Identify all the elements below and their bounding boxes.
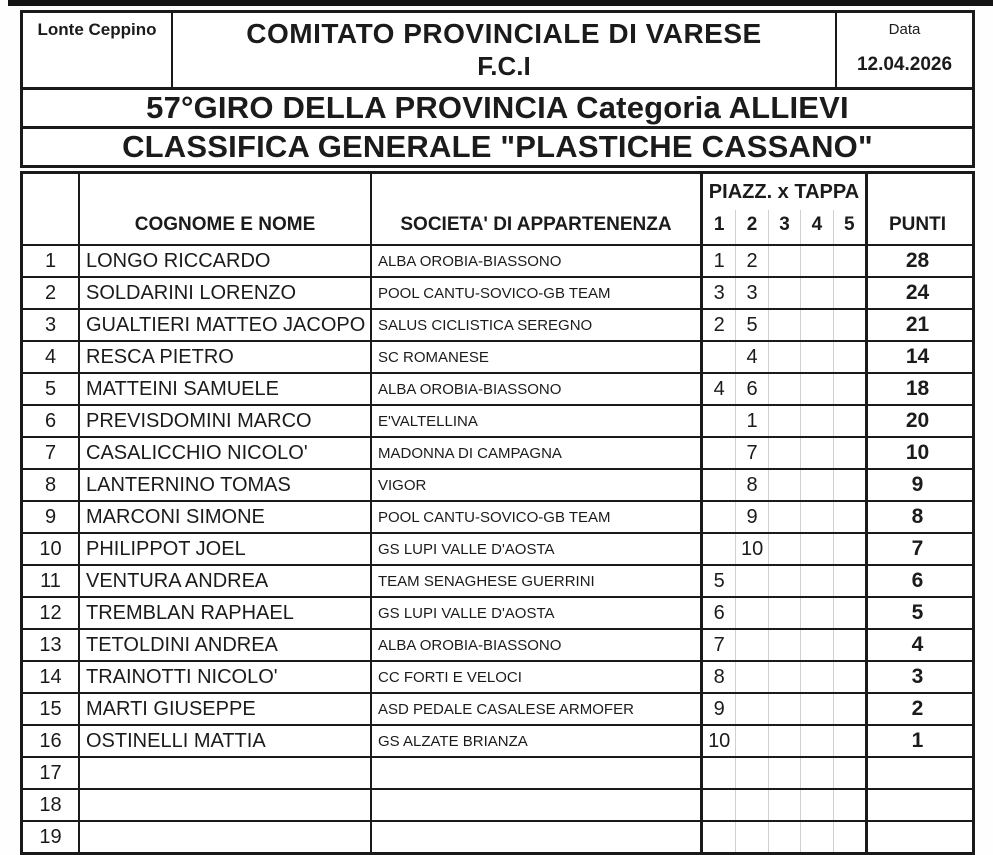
rider-name-cell [78,822,370,852]
points-cell [865,758,967,788]
stage-2-placing: 1 [735,406,767,436]
table-row [23,276,972,308]
rank-cell: 1 [44,249,57,272]
stage-placings-cell [700,694,865,724]
stage-2-header: 2 [735,210,767,244]
stage-5-placing [833,534,865,564]
rank-cell: 3 [44,313,57,336]
table-row [23,628,972,660]
stage-placings-cell [700,470,865,500]
rank-cell: 14 [39,665,62,688]
stage-3-placing [768,502,800,532]
stage-2-placing [735,662,767,692]
stage-3-placing [768,598,800,628]
rider-name-cell: CASALICCHIO NICOLO' [78,438,370,468]
points-cell: 3 [865,662,967,692]
stage-2-placing: 2 [735,246,767,276]
stage-4-placing [800,278,832,308]
stage-5-placing [833,406,865,436]
points-cell: 20 [865,406,967,436]
rank-header-cell [23,174,78,244]
stage-2-placing [735,822,767,852]
rank-cell: 17 [39,761,62,784]
stage-5-placing [833,662,865,692]
stage-4-placing [800,374,832,404]
team-cell: ALBA OROBIA-BIASSONO [370,246,700,276]
team-cell: ALBA OROBIA-BIASSONO [370,630,700,660]
stage-1-placing: 1 [713,249,725,272]
team-cell: CC FORTI E VELOCI [370,662,700,692]
stage-3-header: 3 [768,210,800,244]
stage-1-placing: 4 [713,377,725,400]
stage-1-placing [703,534,735,564]
rank-cell: 11 [40,569,61,592]
stage-3-placing [768,726,800,756]
table-header-row [23,174,972,244]
stage-placings-cell [700,502,865,532]
table-row [23,596,972,628]
table-row [23,756,972,788]
stage-3-placing [768,534,800,564]
stage-4-placing [800,470,832,500]
team-cell [370,822,700,852]
stage-placings-cell [700,534,865,564]
rider-name-cell: LANTERNINO TOMAS [78,470,370,500]
stage-5-placing [833,630,865,660]
rank-cell: 4 [44,345,57,368]
stage-1-placing [703,502,735,532]
stage-1-placing: 9 [713,697,725,720]
rider-name-cell: LONGO RICCARDO [78,246,370,276]
stage-placings-header-cell [700,174,865,244]
table-body [23,244,972,852]
stage-3-placing [768,470,800,500]
rank-cell: 13 [39,633,62,656]
team-cell [370,758,700,788]
points-header-cell: PUNTI [865,174,967,244]
stage-2-placing [735,598,767,628]
stage-number-labels [703,210,865,244]
date-value: 12.04.2026 [856,54,953,75]
points-cell [865,822,967,852]
rider-name-cell: PREVISDOMINI MARCO [78,406,370,436]
rank-cell: 16 [39,729,62,752]
stage-3-placing [768,662,800,692]
results-table [20,171,975,855]
points-cell: 18 [865,374,967,404]
team-cell: GS LUPI VALLE D'AOSTA [370,534,700,564]
stage-3-placing [768,406,800,436]
stage-2-placing [735,694,767,724]
rider-name-cell: MARTI GIUSEPPE [78,694,370,724]
stage-5-placing [833,790,865,820]
stage-2-placing [735,566,767,596]
stage-5-placing [833,566,865,596]
name-header-cell: COGNOME E NOME [78,174,370,244]
team-cell: POOL CANTU-SOVICO-GB TEAM [370,502,700,532]
stage-1-placing: 10 [708,729,731,752]
stage-4-placing [800,438,832,468]
table-row [23,820,972,852]
table-row [23,724,972,756]
stage-2-placing: 6 [735,374,767,404]
points-cell: 24 [865,278,967,308]
stage-3-placing [768,278,800,308]
team-cell: POOL CANTU-SOVICO-GB TEAM [370,278,700,308]
stage-1-placing [703,406,735,436]
stage-5-placing [833,438,865,468]
stage-5-placing [833,374,865,404]
race-results-sheet [20,10,975,855]
stage-1-placing: 2 [713,313,725,336]
rider-name-cell: GUALTIERI MATTEO JACOPO [78,310,370,340]
stage-1-placing [703,822,735,852]
team-cell: SC ROMANESE [370,342,700,372]
sheet-header [20,10,975,90]
stage-1-placing [703,342,735,372]
stage-placings-cell [700,374,865,404]
stage-1-placing [703,758,735,788]
team-cell: ALBA OROBIA-BIASSONO [370,374,700,404]
rank-cell: 19 [39,825,62,848]
stage-3-placing [768,630,800,660]
points-cell: 21 [865,310,967,340]
rider-name-cell: TETOLDINI ANDREA [78,630,370,660]
points-cell: 5 [865,598,967,628]
points-cell [865,790,967,820]
stage-5-placing [833,470,865,500]
stage-5-placing [833,310,865,340]
scan-edge-artifact [8,0,993,6]
stage-5-placing [833,822,865,852]
table-row [23,244,972,276]
table-row [23,468,972,500]
location-label: Lonte Ceppino [37,20,157,39]
team-cell: E'VALTELLINA [370,406,700,436]
stage-2-placing: 7 [735,438,767,468]
rank-cell: 7 [44,441,57,464]
stage-5-placing [833,726,865,756]
stage-4-placing [800,246,832,276]
table-row [23,660,972,692]
points-cell: 6 [865,566,967,596]
points-cell: 14 [865,342,967,372]
stage-placings-cell [700,662,865,692]
stage-2-placing [735,758,767,788]
stage-4-placing [800,790,832,820]
stage-1-placing: 3 [713,281,725,304]
table-row [23,500,972,532]
stage-4-placing [800,694,832,724]
stage-3-placing [768,438,800,468]
rank-cell: 6 [44,409,57,432]
stage-1-placing: 6 [713,601,725,624]
stage-4-placing [800,534,832,564]
stage-5-placing [833,694,865,724]
stage-5-placing [833,598,865,628]
stage-placings-cell [700,822,865,852]
rider-name-cell [78,758,370,788]
rider-name-cell: SOLDARINI LORENZO [78,278,370,308]
stage-1-placing [703,790,735,820]
points-cell: 28 [865,246,967,276]
stage-4-placing [800,598,832,628]
stage-3-placing [768,310,800,340]
stage-placings-cell [700,438,865,468]
stage-3-placing [768,694,800,724]
team-cell: SALUS CICLISTICA SEREGNO [370,310,700,340]
stage-placings-cell [700,278,865,308]
stage-3-placing [768,342,800,372]
stage-2-placing: 10 [735,534,767,564]
stage-2-placing: 8 [735,470,767,500]
stage-4-placing [800,630,832,660]
stage-5-placing [833,246,865,276]
rider-name-cell: OSTINELLI MATTIA [78,726,370,756]
stage-4-placing [800,726,832,756]
stage-2-placing: 3 [735,278,767,308]
stage-placings-cell [700,406,865,436]
rider-name-cell: TREMBLAN RAPHAEL [78,598,370,628]
stage-1-placing [703,470,735,500]
stage-3-placing [768,758,800,788]
date-label: Data [888,21,921,38]
stage-4-placing [800,822,832,852]
team-cell [370,790,700,820]
table-row [23,532,972,564]
stage-4-placing [800,758,832,788]
rider-name-cell: TRAINOTTI NICOLO' [78,662,370,692]
table-row [23,372,972,404]
table-row [23,788,972,820]
rank-cell: 9 [44,505,57,528]
stage-2-placing [735,726,767,756]
committee-title: COMITATO PROVINCIALE DI VARESE [246,18,762,49]
stage-5-placing [833,758,865,788]
table-row [23,308,972,340]
points-cell: 7 [865,534,967,564]
stage-placings-cell [700,342,865,372]
rider-name-cell [78,790,370,820]
points-cell: 10 [865,438,967,468]
points-cell: 8 [865,502,967,532]
stage-placings-cell [700,246,865,276]
federation-title: F.C.I [477,51,531,81]
table-row [23,564,972,596]
points-cell: 1 [865,726,967,756]
stage-3-placing [768,790,800,820]
stage-3-placing [768,822,800,852]
stage-2-placing: 4 [735,342,767,372]
society-header-cell: SOCIETA' DI APPARTENENZA [370,174,700,244]
stage-2-placing [735,790,767,820]
rank-cell: 10 [39,537,62,560]
stage-3-placing [768,246,800,276]
stage-5-placing [833,342,865,372]
rank-cell: 2 [44,281,57,304]
stage-3-placing [768,566,800,596]
team-cell: VIGOR [370,470,700,500]
table-row [23,436,972,468]
stage-2-placing [735,630,767,660]
rank-cell: 15 [39,697,62,720]
rider-name-cell: VENTURA ANDREA [78,566,370,596]
stage-1-placing: 7 [713,633,725,656]
stage-5-placing [833,502,865,532]
rank-cell: 18 [39,793,62,816]
rank-cell: 5 [44,377,57,400]
stage-placings-cell [700,726,865,756]
rank-cell: 12 [39,601,62,624]
stage-5-placing [833,278,865,308]
classification-title: CLASSIFICA GENERALE "PLASTICHE CASSANO" [20,129,975,168]
table-row [23,404,972,436]
stage-1-header: 1 [713,214,725,235]
team-cell: MADONNA DI CAMPAGNA [370,438,700,468]
points-cell: 4 [865,630,967,660]
stage-4-placing [800,342,832,372]
stage-4-placing [800,310,832,340]
stage-placings-cell [700,566,865,596]
rider-name-cell: PHILIPPOT JOEL [78,534,370,564]
stage-4-placing [800,406,832,436]
stage-4-placing [800,566,832,596]
rider-name-cell: MATTEINI SAMUELE [78,374,370,404]
stage-2-placing: 5 [735,310,767,340]
team-cell: GS LUPI VALLE D'AOSTA [370,598,700,628]
stage-4-placing [800,662,832,692]
location-box [23,13,173,87]
stage-1-placing: 5 [713,569,725,592]
stage-5-header: 5 [833,210,865,244]
team-cell: TEAM SENAGHESE GUERRINI [370,566,700,596]
stage-2-placing: 9 [735,502,767,532]
stage-1-placing: 8 [713,665,725,688]
stage-placings-cell [700,790,865,820]
committee-box [173,13,835,87]
stage-placings-cell [700,310,865,340]
race-title: 57°GIRO DELLA PROVINCIA Categoria ALLIEVI [20,90,975,129]
team-cell: ASD PEDALE CASALESE ARMOFER [370,694,700,724]
rider-name-cell: MARCONI SIMONE [78,502,370,532]
stage-4-header: 4 [800,210,832,244]
rank-cell: 8 [44,473,57,496]
stage-placings-cell [700,598,865,628]
stage-1-placing [703,438,735,468]
points-cell: 9 [865,470,967,500]
stage-placings-cell [700,758,865,788]
date-box [835,13,972,87]
points-cell: 2 [865,694,967,724]
table-row [23,340,972,372]
team-cell: GS ALZATE BRIANZA [370,726,700,756]
stage-group-label: PIAZZ. x TAPPA [708,180,860,203]
stage-placings-cell [700,630,865,660]
table-row [23,692,972,724]
stage-3-placing [768,374,800,404]
stage-4-placing [800,502,832,532]
rider-name-cell: RESCA PIETRO [78,342,370,372]
